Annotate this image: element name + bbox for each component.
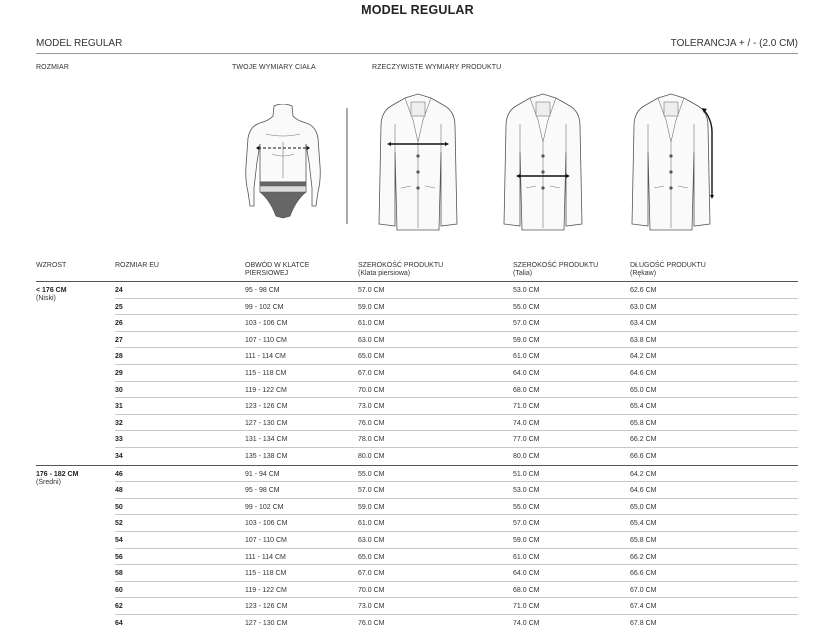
cell-length: 67.8 CM — [630, 619, 657, 627]
cell-size: 31 — [115, 403, 123, 411]
group-name: (Średni) — [36, 478, 61, 486]
cell-chest: 99 - 102 CM — [245, 503, 284, 511]
table-row — [115, 499, 798, 516]
cell-width-waist: 59.0 CM — [513, 336, 540, 344]
group-height: < 176 CM — [36, 287, 67, 294]
cell-length: 66.2 CM — [630, 436, 657, 444]
cell-length: 64.6 CM — [630, 369, 657, 377]
cell-width-waist: 61.0 CM — [513, 553, 540, 561]
cell-chest: 127 - 130 CM — [245, 619, 288, 627]
cell-width-waist: 55.0 CM — [513, 303, 540, 311]
cell-length: 64.2 CM — [630, 470, 657, 478]
cell-size: 33 — [115, 436, 123, 444]
cell-chest: 103 - 106 CM — [245, 520, 288, 528]
cell-size: 28 — [115, 353, 123, 361]
cell-length: 62.6 CM — [630, 287, 657, 294]
table-row — [115, 448, 798, 465]
cell-length: 65.8 CM — [630, 536, 657, 544]
cell-size: 62 — [115, 603, 123, 611]
col-height: WZROST — [36, 262, 67, 269]
cell-size: 27 — [115, 336, 123, 344]
header-divider — [36, 53, 798, 54]
cell-chest: 95 - 98 CM — [245, 487, 280, 495]
cell-width-chest: 57.0 CM — [358, 287, 385, 294]
cell-length: 63.4 CM — [630, 320, 657, 328]
cell-length: 66.2 CM — [630, 553, 657, 561]
cell-chest: 127 - 130 CM — [245, 419, 288, 427]
cell-width-chest: 59.0 CM — [358, 503, 385, 511]
cell-chest: 119 - 122 CM — [245, 586, 287, 594]
table-row — [115, 549, 798, 566]
cell-chest: 99 - 102 CM — [245, 303, 284, 311]
cell-width-chest: 59.0 CM — [358, 303, 385, 311]
coat-chest-width-icon — [375, 92, 461, 232]
col-width-waist-line2: (Talia) — [513, 270, 533, 278]
model-label: MODEL REGULAR — [36, 38, 123, 49]
cell-size: 32 — [115, 419, 123, 427]
table-row — [115, 532, 798, 549]
cell-width-waist: 57.0 CM — [513, 520, 540, 528]
cell-width-chest: 76.0 CM — [358, 419, 385, 427]
cell-width-chest: 61.0 CM — [358, 520, 385, 528]
cell-width-chest: 70.0 CM — [358, 586, 385, 594]
table-header-bar — [36, 38, 798, 52]
cell-chest: 111 - 114 CM — [245, 353, 286, 361]
cell-width-waist: 64.0 CM — [513, 369, 540, 377]
cell-size: 30 — [115, 386, 123, 394]
col-width-chest-line2: (Klata piersiowa) — [358, 270, 411, 278]
cell-length: 65.0 CM — [630, 503, 657, 511]
cell-width-chest: 73.0 CM — [358, 403, 385, 411]
cell-size: 24 — [115, 287, 123, 294]
cell-width-waist: 71.0 CM — [513, 403, 540, 411]
cell-length: 64.2 CM — [630, 353, 657, 361]
cell-width-waist: 77.0 CM — [513, 436, 540, 444]
cell-width-chest: 61.0 CM — [358, 320, 385, 328]
section-size-label: ROZMIAR — [36, 64, 69, 71]
cell-chest: 91 - 94 CM — [245, 470, 280, 478]
cell-size: 50 — [115, 503, 123, 511]
cell-width-waist: 74.0 CM — [513, 619, 540, 627]
col-length-line1: DŁUGOŚĆ PRODUKTU — [630, 262, 706, 269]
col-length-line2: (Rękaw) — [630, 270, 657, 278]
cell-length: 66.6 CM — [630, 570, 657, 578]
cell-width-waist: 68.0 CM — [513, 386, 540, 394]
col-chest-line1: OBWÓD W KLATCE — [245, 262, 310, 269]
cell-chest: 107 - 110 CM — [245, 536, 287, 544]
section-product-label: RZECZYWISTE WYMIARY PRODUKTU — [372, 64, 502, 71]
cell-size: 26 — [115, 320, 123, 328]
cell-size: 29 — [115, 369, 123, 377]
table-row — [115, 299, 798, 316]
group-name: (Niski) — [36, 295, 56, 303]
cell-width-waist: 53.0 CM — [513, 487, 540, 495]
cell-width-waist: 51.0 CM — [513, 470, 540, 478]
col-length — [630, 262, 706, 279]
cell-width-waist: 61.0 CM — [513, 353, 540, 361]
cell-length: 63.0 CM — [630, 303, 657, 311]
group-label — [36, 471, 78, 488]
cell-width-chest: 78.0 CM — [358, 436, 385, 444]
cell-chest: 131 - 134 CM — [245, 436, 288, 444]
size-table — [36, 281, 798, 631]
cell-size: 64 — [115, 619, 123, 627]
table-row — [115, 615, 798, 632]
tolerance-label: TOLERANCJA + / - (2.0 CM) — [670, 38, 798, 49]
cell-width-waist: 57.0 CM — [513, 320, 540, 328]
cell-width-chest: 70.0 CM — [358, 386, 385, 394]
group-label — [36, 287, 67, 304]
table-row — [115, 398, 798, 415]
cell-width-waist: 74.0 CM — [513, 419, 540, 427]
cell-width-waist: 80.0 CM — [513, 452, 540, 460]
figure-divider — [345, 108, 349, 224]
cell-chest: 123 - 126 CM — [245, 603, 288, 611]
coat-waist-width-icon — [500, 92, 586, 232]
cell-length: 67.4 CM — [630, 603, 657, 611]
cell-width-chest: 67.0 CM — [358, 570, 385, 578]
cell-width-chest: 67.0 CM — [358, 369, 385, 377]
cell-chest: 115 - 118 CM — [245, 570, 287, 578]
table-row — [115, 382, 798, 399]
cell-size: 54 — [115, 536, 123, 544]
torso-chest-measure-icon — [238, 104, 328, 222]
col-width-chest — [358, 262, 443, 279]
cell-width-chest: 63.0 CM — [358, 536, 385, 544]
cell-width-waist: 53.0 CM — [513, 287, 540, 294]
cell-length: 67.0 CM — [630, 586, 657, 594]
cell-chest: 107 - 110 CM — [245, 336, 287, 344]
cell-length: 65.8 CM — [630, 419, 657, 427]
cell-size: 52 — [115, 520, 123, 528]
cell-chest: 135 - 138 CM — [245, 452, 288, 460]
page-title: MODEL REGULAR — [361, 3, 474, 17]
cell-length: 64.6 CM — [630, 487, 657, 495]
cell-width-chest: 65.0 CM — [358, 553, 385, 561]
table-row — [115, 598, 798, 615]
col-chest-line2: PIERSIOWEJ — [245, 270, 289, 278]
table-row — [115, 565, 798, 582]
coat-sleeve-length-icon — [628, 92, 714, 232]
table-row — [115, 282, 798, 299]
cell-width-waist: 59.0 CM — [513, 536, 540, 544]
cell-length: 66.6 CM — [630, 452, 657, 460]
cell-size: 58 — [115, 570, 123, 578]
height-group — [36, 281, 798, 465]
cell-size: 34 — [115, 452, 123, 460]
cell-width-waist: 71.0 CM — [513, 603, 540, 611]
cell-chest: 103 - 106 CM — [245, 320, 288, 328]
cell-length: 65.4 CM — [630, 403, 657, 411]
cell-width-chest: 57.0 CM — [358, 487, 385, 495]
table-row — [115, 415, 798, 432]
section-body-label: TWOJE WYMIARY CIAŁA — [232, 64, 316, 71]
cell-chest: 119 - 122 CM — [245, 386, 287, 394]
col-chest — [245, 262, 309, 279]
cell-size: 46 — [115, 470, 123, 478]
cell-length: 65.4 CM — [630, 520, 657, 528]
cell-chest: 123 - 126 CM — [245, 403, 288, 411]
cell-length: 65.0 CM — [630, 386, 657, 394]
table-row — [115, 582, 798, 599]
col-width-chest-line1: SZEROKOŚĆ PRODUKTU — [358, 262, 444, 269]
group-height: 176 - 182 CM — [36, 470, 79, 478]
table-row — [115, 332, 798, 349]
cell-width-waist: 68.0 CM — [513, 586, 540, 594]
col-width-waist-line1: SZEROKOŚĆ PRODUKTU — [513, 262, 599, 269]
table-row — [115, 482, 798, 499]
cell-width-chest: 73.0 CM — [358, 603, 385, 611]
cell-size: 56 — [115, 553, 123, 561]
cell-width-chest: 80.0 CM — [358, 452, 385, 460]
cell-chest: 111 - 114 CM — [245, 553, 286, 561]
table-row — [115, 365, 798, 382]
cell-width-chest: 63.0 CM — [358, 336, 385, 344]
cell-width-chest: 55.0 CM — [358, 470, 385, 478]
cell-size: 25 — [115, 303, 123, 311]
cell-chest: 95 - 98 CM — [245, 287, 280, 294]
height-group — [36, 465, 798, 632]
table-row — [115, 515, 798, 532]
table-row — [115, 315, 798, 332]
cell-width-waist: 55.0 CM — [513, 503, 540, 511]
cell-width-chest: 65.0 CM — [358, 353, 385, 361]
cell-width-chest: 76.0 CM — [358, 619, 385, 627]
cell-chest: 115 - 118 CM — [245, 369, 287, 377]
cell-size: 60 — [115, 586, 123, 594]
table-row — [115, 466, 798, 483]
col-eu-size: ROZMIAR EU — [115, 262, 159, 269]
cell-size: 48 — [115, 487, 123, 495]
table-row — [115, 348, 798, 365]
cell-length: 63.8 CM — [630, 336, 657, 344]
cell-width-waist: 64.0 CM — [513, 570, 540, 578]
col-width-waist — [513, 262, 598, 279]
table-row — [115, 431, 798, 448]
